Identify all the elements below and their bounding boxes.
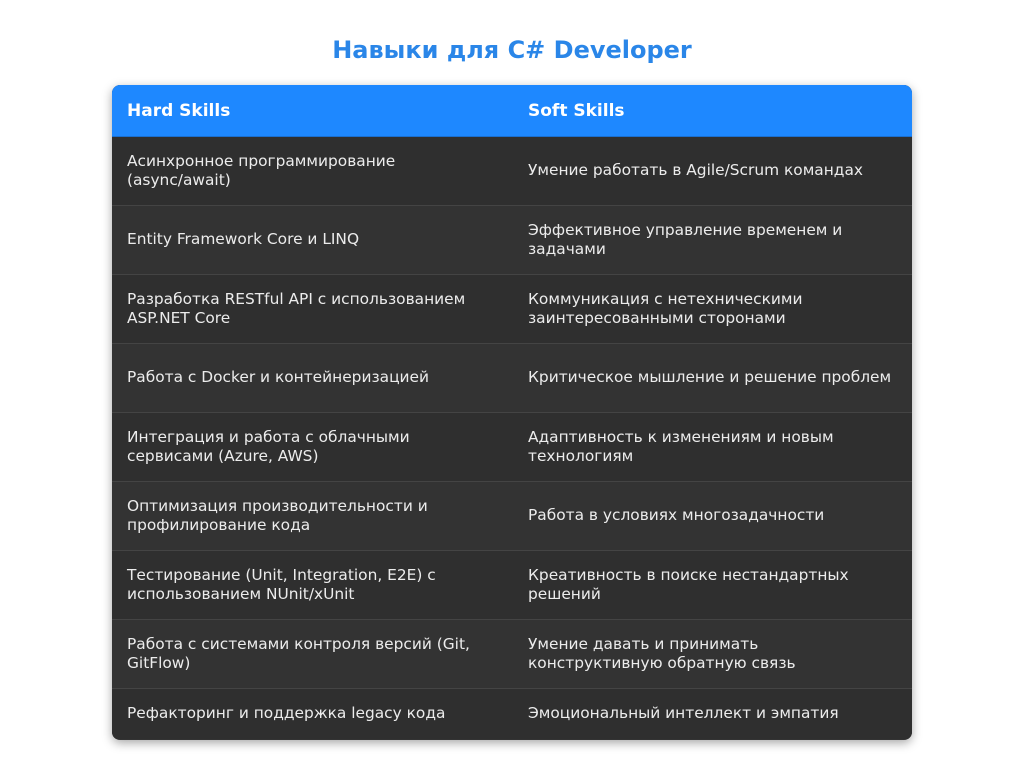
- table-header: [112, 85, 912, 137]
- hard-skill-cell: Разработка RESTful API с использованием ASP.NET Core: [127, 289, 466, 327]
- hard-skill-cell: Оптимизация производительности и профилирование кода: [127, 496, 428, 534]
- hard-skill-cell: Entity Framework Core и LINQ: [127, 230, 360, 249]
- hard-skill-cell: Интеграция и работа с облачными сервисами (Azure, AWS): [127, 427, 410, 465]
- table-row: [112, 137, 912, 206]
- skills-table: [112, 85, 912, 740]
- page-title: Навыки для C# Developer: [332, 36, 692, 64]
- table-row: [112, 275, 912, 344]
- hard-skill-cell: Работа с Docker и контейнеризацией: [127, 368, 430, 387]
- table-row: [112, 344, 912, 413]
- hard-skill-cell: Асинхронное программирование (async/await): [127, 151, 396, 189]
- soft-skill-cell: Умение работать в Agile/Scrum командах: [528, 161, 863, 180]
- hard-skill-cell: Работа с системами контроля версий (Git, GitFlow): [127, 634, 470, 672]
- soft-skill-cell: Креативность в поиске нестандартных решений: [528, 565, 849, 603]
- table-row: [112, 413, 912, 482]
- soft-skill-cell: Коммуникация с нетехническими заинтересованными сторонами: [528, 289, 803, 327]
- soft-skill-cell: Критическое мышление и решение проблем: [528, 368, 892, 387]
- table-row: [112, 620, 912, 689]
- table-row: [112, 482, 912, 551]
- table-body: [112, 137, 912, 739]
- header-hard-skills: Hard Skills: [127, 100, 231, 121]
- table-row: [112, 206, 912, 275]
- soft-skill-cell: Работа в условиях многозадачности: [528, 506, 825, 525]
- hard-skill-cell: Тестирование (Unit, Integration, E2E) с использованием NUnit/xUnit: [127, 565, 436, 603]
- table-row: [112, 689, 912, 739]
- table-row: [112, 551, 912, 620]
- soft-skill-cell: Эффективное управление временем и задачами: [528, 220, 843, 258]
- soft-skill-cell: Эмоциональный интеллект и эмпатия: [528, 704, 839, 723]
- soft-skill-cell: Адаптивность к изменениям и новым технологиям: [528, 427, 834, 465]
- header-soft-skills: Soft Skills: [528, 100, 625, 121]
- soft-skill-cell: Умение давать и принимать конструктивную обратную связь: [528, 634, 796, 672]
- hard-skill-cell: Рефакторинг и поддержка legacy кода: [127, 704, 446, 723]
